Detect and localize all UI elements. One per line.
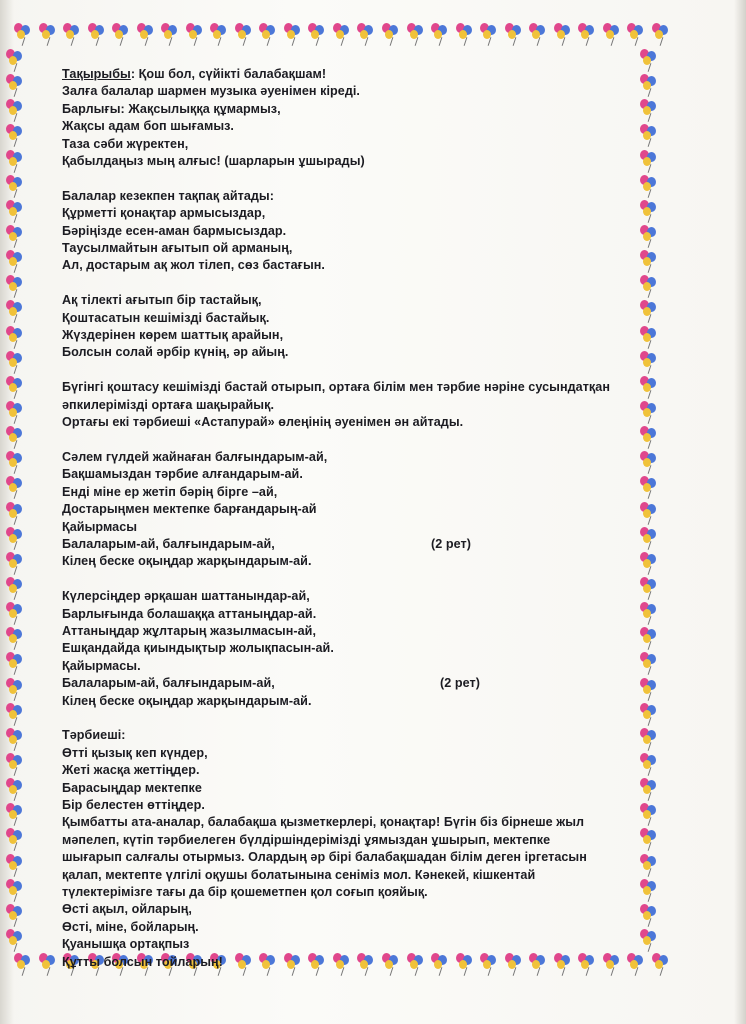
balloon-icon (4, 802, 26, 826)
paragraph-gap (62, 710, 648, 727)
balloon-icon (331, 22, 353, 46)
balloon-icon (4, 501, 26, 525)
balloon-icon (4, 325, 26, 349)
text-line (62, 205, 648, 222)
text-line (62, 397, 648, 414)
balloon-icon (4, 651, 26, 675)
text-line (62, 292, 648, 309)
paragraph-gap (62, 170, 648, 187)
line-text: түлектерімізге тағы да бір қошеметпен қол соғып қояйық. (62, 885, 428, 899)
line-text: Ал, достарым ақ жол тілеп, сөз бастағын. (62, 258, 325, 273)
balloon-icon (4, 551, 26, 575)
line-text: Сәлем гүлдей жайнаған балғындарым-ай, (62, 449, 328, 464)
line-text: Құрметті қонақтар армысыздар, (62, 206, 266, 221)
text-line (62, 797, 648, 814)
balloon-icon (135, 22, 157, 46)
text-line (62, 344, 648, 361)
balloon-icon (552, 22, 574, 46)
line-text: Бүгінгі қоштасу кешімізді бастай отырып, ортаға білім мен тәрбие нәріне сусындатқан (62, 380, 610, 395)
balloon-border-top (12, 22, 672, 50)
balloon-icon (4, 702, 26, 726)
line-text: Ешқандайда қиындықтыр жолықпасын-ай. (62, 641, 334, 656)
text-line (62, 936, 648, 953)
line-text: Барлығы: Жақсылыққа құмармыз, (62, 101, 281, 116)
text-line (62, 414, 648, 431)
line-text: Жеті жасқа жеттіңдер. (62, 763, 200, 778)
line-text: мәпелеп, күтіп тәрбиелеген бүлдіршіндерімізді ұямыздан ұшырып, мектепке (62, 832, 551, 847)
text-line (62, 536, 648, 553)
line-text: Ортағы екі тәрбиеші «Астапурай» өлеңінің әуенімен ән айтады. (62, 415, 464, 430)
text-line (62, 849, 648, 866)
line-text: Қайырмасы. (62, 658, 141, 673)
balloon-icon (4, 853, 26, 877)
text-line (62, 240, 648, 257)
line-text: Жақсы адам боп шығамыз. (62, 119, 234, 134)
text-line (62, 780, 648, 797)
text-line (62, 814, 648, 831)
line-text: Өсті ақыл, ойларың, (62, 902, 192, 917)
line-text: Қабылдаңыз мың алғыс! (шарларын ұшырады) (62, 154, 365, 169)
paragraph-gap (62, 362, 648, 379)
text-line (62, 310, 648, 327)
repeat-note: (2 рет) (431, 536, 471, 551)
text-line (62, 762, 648, 779)
text-line (62, 257, 648, 274)
line-text: Енді міне ер жетіп бәрің бірге –ай, (62, 484, 278, 499)
balloon-icon (478, 22, 500, 46)
text-line (62, 501, 648, 518)
line-text: Қуанышқа ортақпыз (62, 937, 190, 952)
balloon-icon (650, 952, 672, 976)
text-line (62, 223, 648, 240)
text-line (62, 101, 648, 118)
text-line (62, 588, 648, 605)
balloon-icon (4, 777, 26, 801)
balloon-icon (110, 22, 132, 46)
balloon-icon (4, 928, 26, 952)
text-line (62, 153, 648, 170)
text-line (62, 884, 648, 901)
topic-label: Тақырыбы (62, 67, 131, 81)
balloon-icon (4, 48, 26, 72)
balloon-icon (4, 526, 26, 550)
text-line (62, 623, 648, 640)
balloon-icon (4, 149, 26, 173)
balloon-icon (4, 98, 26, 122)
line-text: шығарып салғалы отырмыз. Олардың әр бірі балабақшадан білім деген іргетасын (62, 850, 587, 865)
paragraph-gap (62, 275, 648, 292)
balloon-icon (37, 952, 59, 976)
balloon-icon (4, 123, 26, 147)
balloon-icon (4, 576, 26, 600)
balloon-icon (4, 375, 26, 399)
line-text: Аттаныңдар жұлтарың жазылмасын-ай, (62, 623, 316, 638)
text-line (62, 745, 648, 762)
balloon-icon (4, 475, 26, 499)
balloon-icon (601, 22, 623, 46)
text-line (62, 954, 648, 971)
balloon-icon (12, 952, 34, 976)
balloon-icon (306, 22, 328, 46)
balloon-icon (405, 22, 427, 46)
line-text: Болсын солай әрбір күнің, әр айың. (62, 345, 289, 360)
scan-shadow-right (734, 0, 746, 1024)
balloon-icon (4, 677, 26, 701)
balloon-icon (159, 22, 181, 46)
text-line (62, 484, 648, 501)
balloon-icon (37, 22, 59, 46)
line-text: Барасыңдар мектепке (62, 780, 202, 795)
line-text: : Қош бол, сүйікті балабақшам! (130, 67, 327, 81)
balloon-icon (12, 22, 34, 46)
balloon-icon (4, 752, 26, 776)
balloon-icon (4, 727, 26, 751)
line-text: Қоштасатын кешімізді бастайық. (62, 310, 270, 325)
text-line (62, 675, 648, 692)
balloon-icon (576, 22, 598, 46)
line-text: Балалар кезекпен тақпақ айтады: (62, 188, 274, 203)
balloon-icon (4, 199, 26, 223)
balloon-icon (208, 22, 230, 46)
balloon-icon (4, 274, 26, 298)
line-text: Өсті, міне, бойларың. (62, 919, 199, 934)
line-text: Қайырмасы (62, 519, 138, 534)
balloon-icon (233, 22, 255, 46)
balloon-border-left (4, 48, 30, 952)
line-text: Тәрбиеші: (62, 728, 126, 743)
document-text (62, 66, 648, 971)
balloon-icon (4, 224, 26, 248)
balloon-icon (4, 73, 26, 97)
text-line (62, 919, 648, 936)
balloon-icon (4, 400, 26, 424)
line-text: Таусылмайтын ағытып ой арманың, (62, 241, 293, 256)
balloon-icon (86, 22, 108, 46)
text-line (62, 327, 648, 344)
line-text: Күлерсіңдер әрқашан шаттанындар-ай, (62, 589, 310, 604)
balloon-icon (4, 350, 26, 374)
balloon-icon (429, 22, 451, 46)
line-text: Бақшамыздан тәрбие алғандарым-ай. (62, 467, 303, 482)
balloon-icon (355, 22, 377, 46)
balloon-icon (4, 450, 26, 474)
balloon-icon (650, 22, 672, 46)
balloon-icon (282, 22, 304, 46)
balloon-icon (184, 22, 206, 46)
line-text: Өтті қызық кеп күндер, (62, 745, 208, 760)
balloon-icon (454, 22, 476, 46)
line-text: Қымбатты ата-аналар, балабақша қызметкерлері, қонақтар! Бүгін біз бірнеше жыл (62, 815, 585, 830)
text-line (62, 379, 648, 396)
text-line (62, 466, 648, 483)
balloon-icon (4, 249, 26, 273)
line-text: Кілең беске оқыңдар жарқындарым-ай. (62, 554, 312, 569)
text-line (62, 136, 648, 153)
line-text: Таза сәби жүректен, (62, 136, 189, 151)
paragraph-gap (62, 571, 648, 588)
balloon-icon (503, 22, 525, 46)
text-line (62, 118, 648, 135)
line-text: әпкилерімізді ортаға шақырайық. (62, 397, 274, 412)
text-line (62, 449, 648, 466)
text-line (62, 188, 648, 205)
balloon-icon (4, 626, 26, 650)
line-text: Бәріңізде есен-аман бармысыздар. (62, 223, 287, 238)
balloon-icon (4, 601, 26, 625)
balloon-icon (4, 903, 26, 927)
paragraph-gap (62, 431, 648, 448)
line-text: Залға балалар шармен музыка әуенімен кіреді. (62, 84, 360, 99)
line-text: Барлығында болашаққа аттаныңдар-ай. (62, 606, 317, 621)
line-text: Кілең беске оқыңдар жарқындарым-ай. (62, 693, 312, 708)
line-text: Жүздерінен көрем шаттық арайын, (62, 328, 284, 343)
balloon-icon (625, 22, 647, 46)
text-line (62, 519, 648, 536)
line-text: Достарыңмен мектепке барғандарың-ай (62, 502, 317, 517)
text-line (62, 832, 648, 849)
balloon-icon (4, 174, 26, 198)
balloon-icon (61, 22, 83, 46)
line-text: Ақ тілекті ағытып бір тастайық, (62, 293, 262, 308)
text-line (62, 553, 648, 570)
text-line (62, 66, 648, 83)
balloon-icon (4, 425, 26, 449)
repeat-note: (2 рет) (440, 676, 480, 691)
balloon-icon (4, 299, 26, 323)
text-line (62, 640, 648, 657)
balloon-icon (4, 878, 26, 902)
line-text: Балаларым-ай, балғындарым-ай, (62, 676, 275, 691)
text-line (62, 867, 648, 884)
line-text: Балаларым-ай, балғындарым-ай, (62, 536, 275, 551)
line-text: Бір белестен өттіңдер. (62, 797, 205, 812)
text-line (62, 83, 648, 100)
line-text: қалап, мектепте үлгілі оқушы болатынына сеніміз мол. Кәнекей, кішкентай (62, 867, 536, 882)
balloon-icon (380, 22, 402, 46)
balloon-icon (257, 22, 279, 46)
balloon-icon (4, 827, 26, 851)
text-line (62, 658, 648, 675)
text-line (62, 727, 648, 744)
text-line (62, 693, 648, 710)
text-line (62, 901, 648, 918)
text-line (62, 606, 648, 623)
balloon-icon (527, 22, 549, 46)
line-text: Құтты болсын тойларың! (62, 954, 223, 969)
